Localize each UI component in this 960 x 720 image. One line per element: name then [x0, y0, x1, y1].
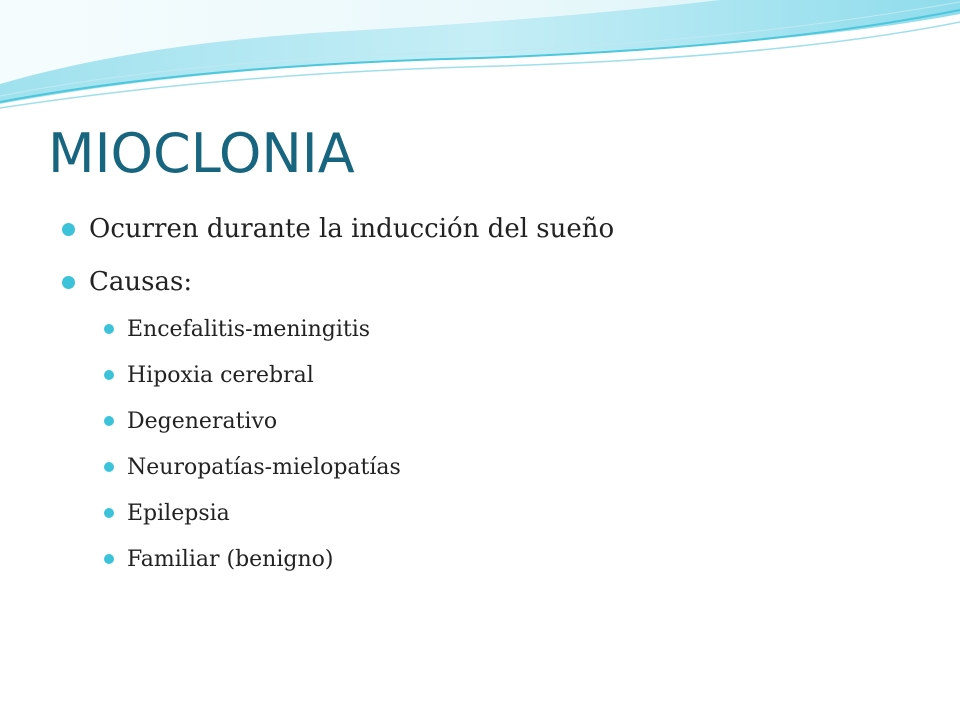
sub-bullet-text: Neuropatías-mielopatías — [127, 454, 401, 480]
sub-bullet-text: Epilepsia — [127, 500, 230, 526]
bullet-dot-icon — [104, 324, 114, 334]
sub-bullet-item — [104, 358, 314, 392]
bullet-text: Ocurren durante la inducción del sueño — [89, 214, 615, 244]
bullet-dot-icon — [104, 508, 114, 518]
sub-bullet-item — [104, 312, 370, 346]
sub-bullet-item — [104, 450, 401, 484]
bullet-dot-icon — [104, 462, 114, 472]
slide-title: MIOCLONIA — [48, 122, 355, 185]
bullet-text: Causas: — [89, 267, 193, 297]
sub-bullet-item — [104, 496, 230, 530]
bullet-dot-icon — [104, 416, 114, 426]
bullet-item — [62, 262, 192, 302]
bullet-item — [62, 209, 614, 249]
sub-bullet-item — [104, 404, 277, 438]
sub-bullet-text: Degenerativo — [127, 408, 278, 434]
sub-bullet-text: Familiar (benigno) — [127, 546, 334, 572]
sub-bullet-text: Encefalitis-meningitis — [127, 316, 371, 342]
sub-bullet-item — [104, 542, 333, 576]
bullet-dot-icon — [62, 223, 75, 236]
bullet-dot-icon — [104, 554, 114, 564]
bullet-dot-icon — [62, 276, 75, 289]
sub-bullet-text: Hipoxia cerebral — [127, 362, 314, 388]
bullet-dot-icon — [104, 370, 114, 380]
